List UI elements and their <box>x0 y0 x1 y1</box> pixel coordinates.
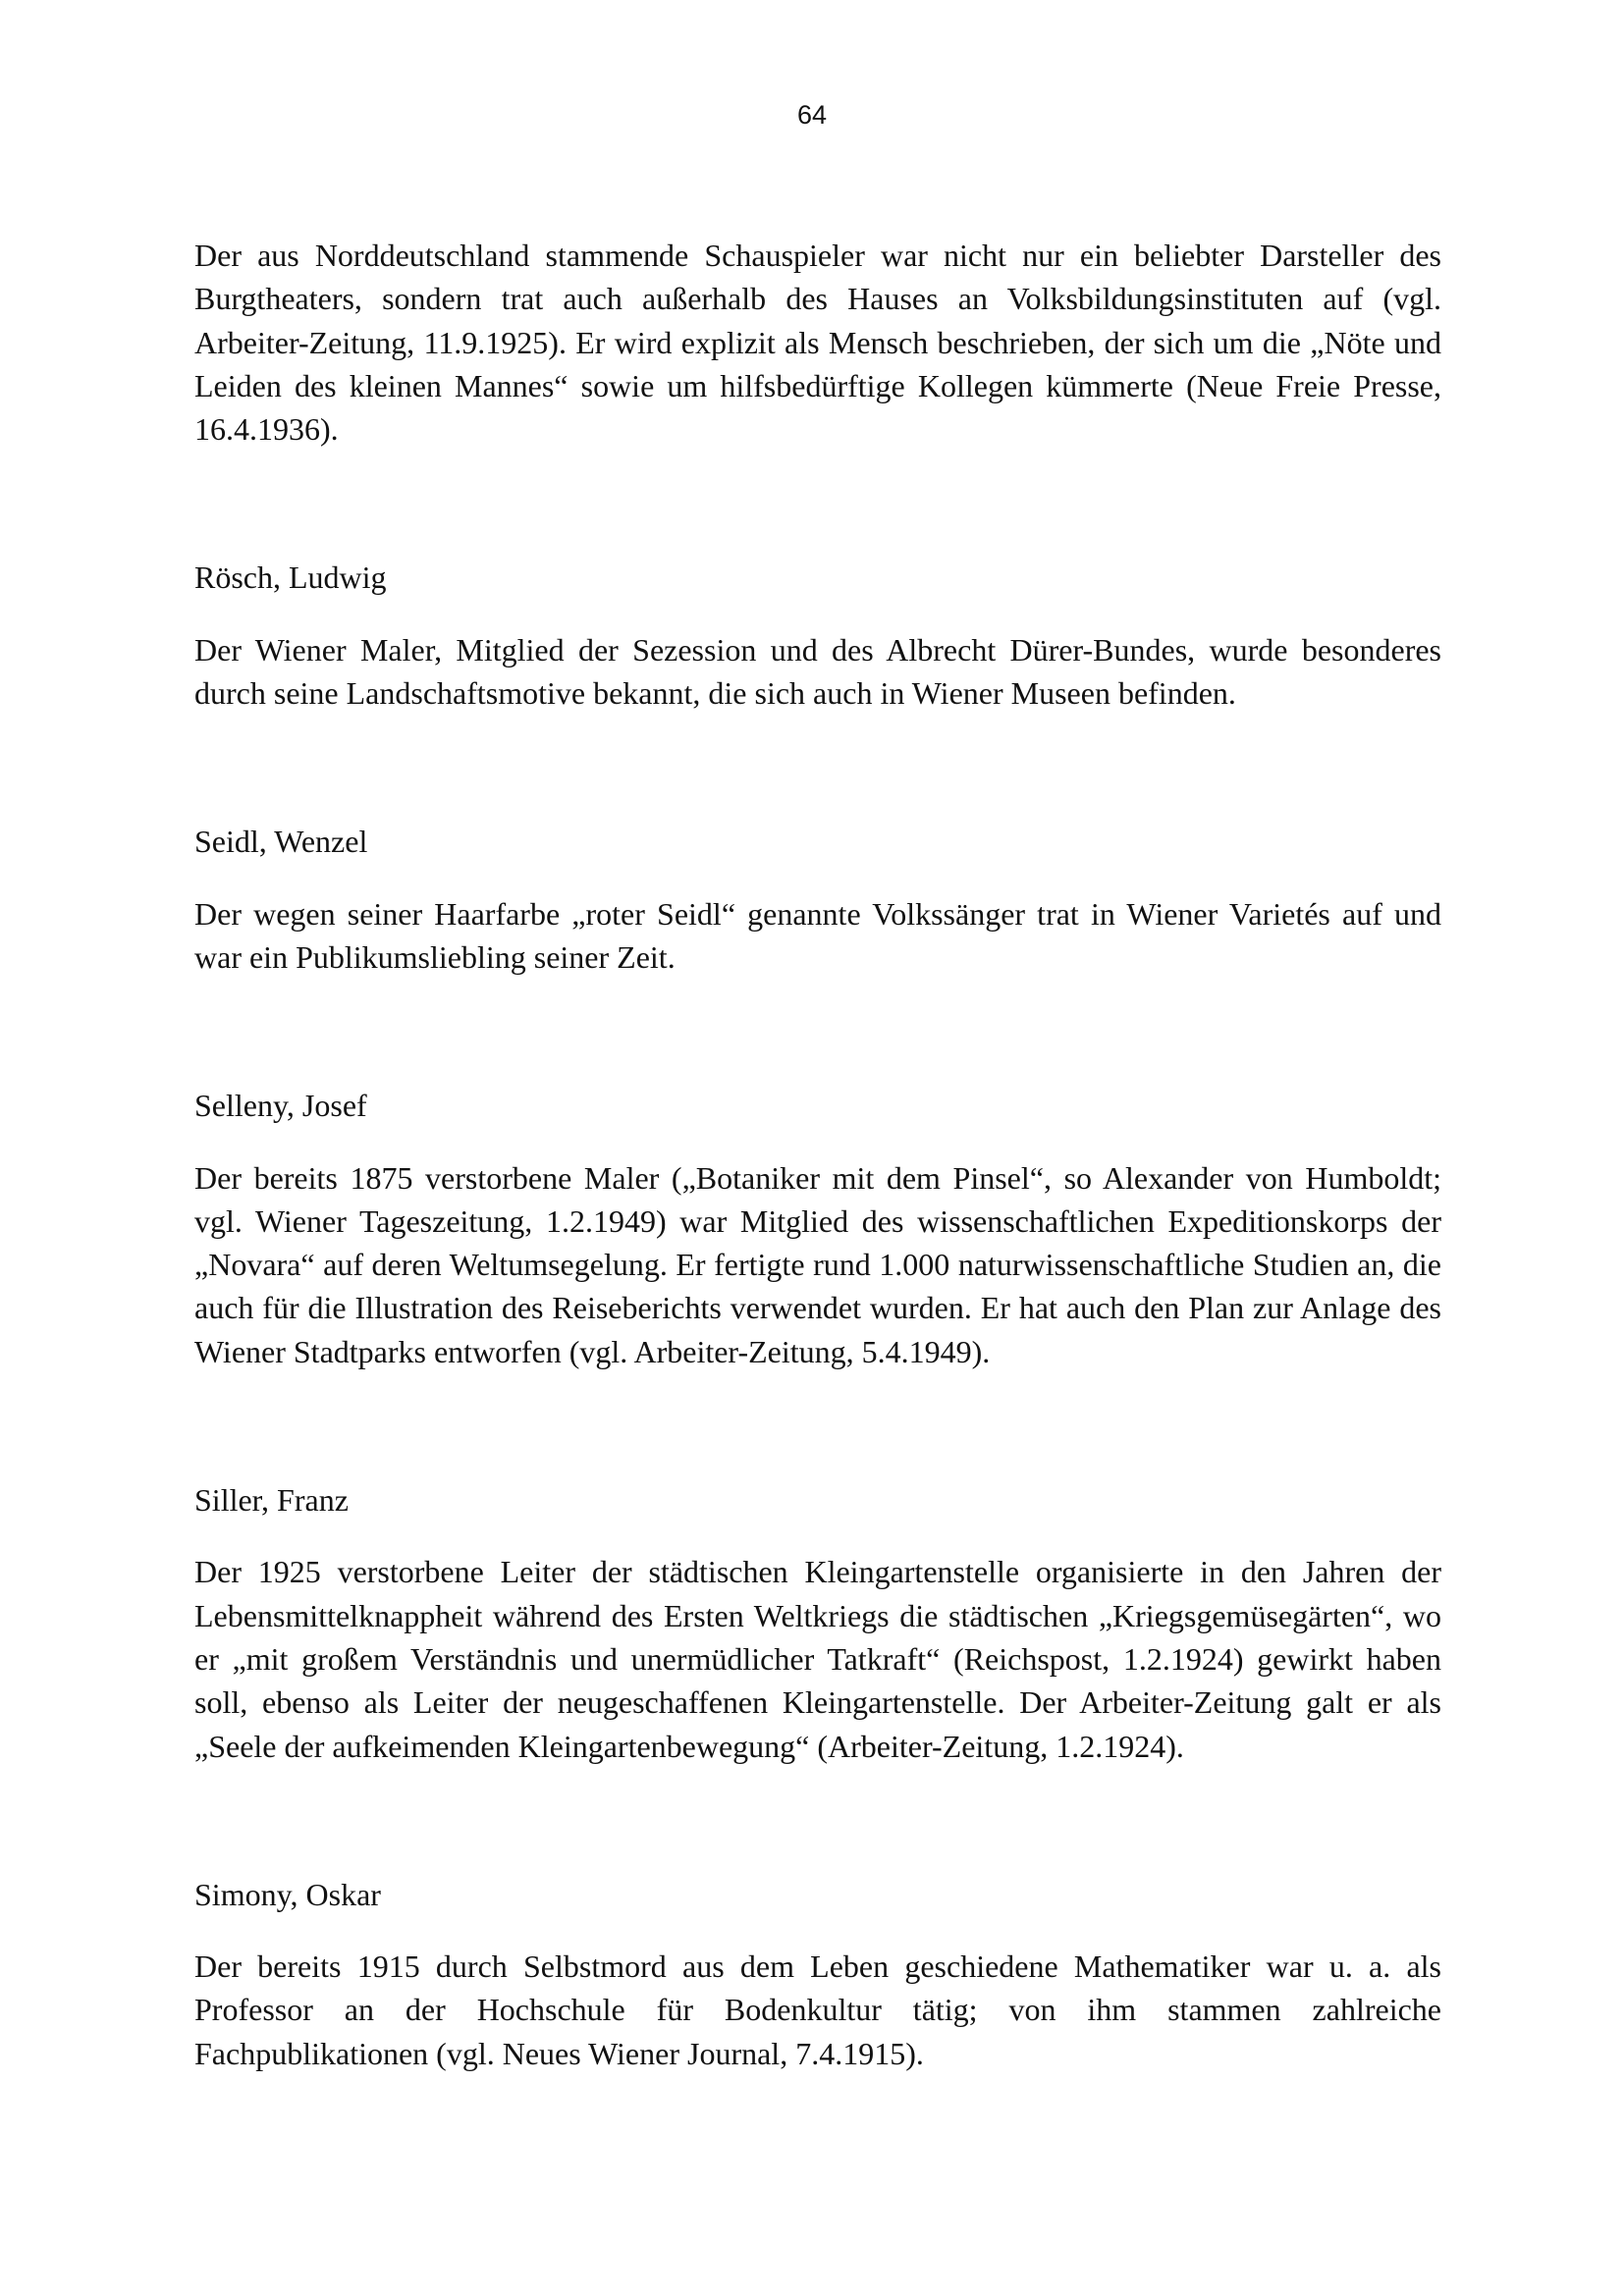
entry-heading: Seidl, Wenzel <box>194 824 368 860</box>
entry-paragraph: Der 1925 verstorbene Leiter der städtischen Kleingartenstelle organisierte in den Jahren der Lebensmittelknappheit während des Ersten Weltkriegs die städtischen „Kriegsgemüsegärten“, wo er „mit großem Verständnis und unermüdlicher Tatkraft“ (Reichspost, 1.2.1924) gewirkt haben soll, ebenso als Leiter der neugeschaffenen Kleingartenstelle. Der Arbeiter-Zeitung galt er als „Seele der aufkeimenden Kleingartenbewegung“ (Arbeiter-Zeitung, 1.2.1924). <box>194 1554 1441 1764</box>
page-number: 64 <box>796 100 828 130</box>
entry-siller <box>194 1478 1441 1768</box>
entry-paragraph: Der bereits 1915 durch Selbstmord aus dem Leben geschiedene Mathematiker war u. a. als Professor an der Hochschule für Bodenkultur tätig; von ihm stammen zahlreiche Fachpublikationen (vgl. Neues Wiener Journal, 7.4.1915). <box>194 1949 1441 2071</box>
entry-paragraph: Der Wiener Maler, Mitglied der Sezession und des Albrecht Dürer-Bundes, wurde besonderes durch seine Landschaftsmotive bekannt, die sich auch in Wiener Museen befinden. <box>194 631 1441 712</box>
entry-roesch <box>194 556 1441 715</box>
entry-heading: Simony, Oskar <box>194 1876 381 1912</box>
entry-heading: Selleny, Josef <box>194 1088 367 1124</box>
intro-paragraph: Der aus Norddeutschland stammende Schauspieler war nicht nur ein beliebter Darsteller des Burgtheaters, sondern trat auch außerhalb des Hauses an Volksbildungsinstituten auf (vgl. Arbeiter-Zeitung, 11.9.1925). Er wird explizit als Mensch beschrieben, der sich um die „Nöte und Leiden des kleinen Mannes“ sowie um hilfsbedürftige Kollegen kümmerte (Neue Freie Presse, 16.4.1936). <box>194 238 1441 448</box>
entry-paragraph: Der wegen seiner Haarfarbe „roter Seidl“ genannte Volkssänger trat in Wiener Varietés auf und war ein Publikumsliebling seiner Zeit. <box>194 895 1441 975</box>
entry-paragraph: Der bereits 1875 verstorbene Maler („Botaniker mit dem Pinsel“, so Alexander von Humboldt; vgl. Wiener Tageszeitung, 1.2.1949) war Mitglied des wissenschaftlichen Expeditionskorps der „Novara“ auf deren Weltumsegelung. Er fertigte rund 1.000 naturwissenschaftliche Studien an, die auch für die Illustration des Reiseberichts verwendet wurden. Er hat auch den Plan zur Anlage des Wiener Stadtparks entworfen (vgl. Arbeiter-Zeitung, 5.4.1949). <box>194 1159 1441 1369</box>
entry-seidl <box>194 820 1441 979</box>
entry-selleny <box>194 1084 1441 1373</box>
document-body <box>194 234 1441 2180</box>
entry-simony <box>194 1873 1441 2075</box>
entry-heading: Rösch, Ludwig <box>194 560 387 596</box>
entry-heading: Siller, Franz <box>194 1482 349 1519</box>
